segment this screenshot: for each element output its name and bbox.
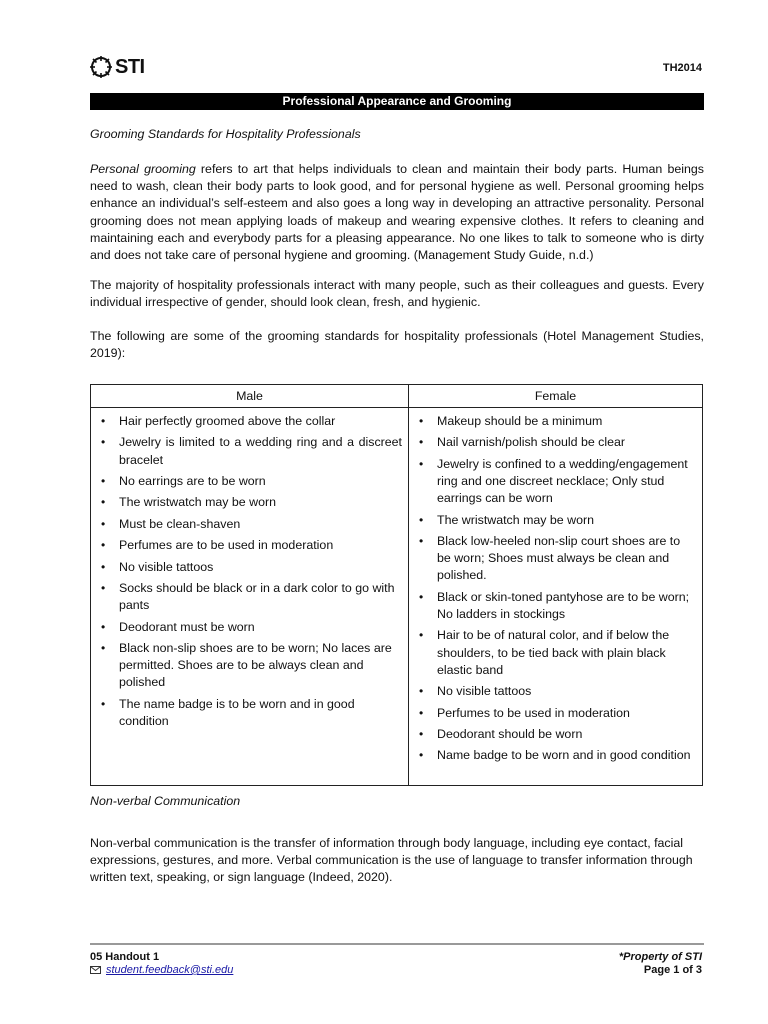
list-item: • The wristwatch may be worn: [97, 494, 402, 511]
document-title: Professional Appearance and Grooming: [90, 93, 704, 110]
table-header-male: Male: [91, 385, 409, 408]
table-header-female: Female: [409, 385, 703, 408]
list-item: • Name badge to be worn and in good condition: [415, 747, 696, 764]
list-item: • Nail varnish/polish should be clear: [415, 434, 696, 451]
male-standards-list: [97, 413, 402, 730]
list-item: • Black non-slip shoes are to be worn; No laces are permitted. Shoes are to be always clean and polished: [97, 640, 402, 692]
list-item: • Hair to be of natural color, and if below the shoulders, to be tied back with plain black elastic band: [415, 627, 696, 679]
paragraph-personal-grooming-text: refers to art that helps individuals to clean and maintain their body parts. Human beings need to wash, clean their body parts to look good, and for personal hygiene as well. Personal grooming helps enhance an individual’s self-esteem and also goes a long way in developing an attractive personality. Personal grooming does not mean applying loads of makeup and wearing expensive clothes. It refers to cleaning and maintaining each and everybody parts for a pleasing appearance. No one likes to talk to someone who is dirty and does not take care of personal hygiene and grooming. (Management Study Guide, n.d.): [90, 162, 704, 263]
female-standards-list: [415, 413, 696, 765]
logo-text: STI: [115, 55, 145, 78]
paragraph-nonverbal: Non-verbal communication is the transfer of information through body language, including eye contact, facial expressions, gestures, and more. Verbal communication is the use of language to transfer information through written text, speaking, or sign language (Indeed, 2020).: [90, 836, 693, 885]
list-item: • Jewelry is confined to a wedding/engagement ring and one discreet necklace; Only stud earrings can be worn: [415, 456, 696, 508]
grooming-standards-table: [90, 384, 703, 786]
handout-label: 05 Handout 1: [90, 951, 160, 963]
document-page: [90, 0, 704, 1024]
list-item: • Black low-heeled non-slip court shoes are to be worn; Shoes must always be clean and polished.: [415, 533, 696, 585]
male-standards-cell: [91, 408, 409, 786]
document-code: TH2014: [662, 62, 702, 74]
list-item: • Jewelry is limited to a wedding ring and a discreet bracelet: [97, 434, 402, 468]
list-item: • No earrings are to be worn: [97, 473, 402, 490]
feedback-email-link[interactable]: student.feedback@sti.edu: [106, 964, 234, 976]
sti-logo: [90, 56, 145, 78]
list-item: • The name badge is to be worn and in good condition: [97, 696, 402, 730]
list-item: • Perfumes to be used in moderation: [415, 705, 696, 722]
term-personal-grooming: Personal grooming: [90, 162, 196, 176]
female-standards-cell: [409, 408, 703, 786]
list-item: • Deodorant must be worn: [97, 619, 402, 636]
page-number: Page 1 of 3: [643, 964, 702, 976]
list-item: • Perfumes are to be used in moderation: [97, 537, 402, 554]
list-item: • Makeup should be a minimum: [415, 413, 696, 430]
feedback-email-row: [90, 964, 233, 976]
envelope-icon: [90, 966, 101, 974]
list-item: • The wristwatch may be worn: [415, 512, 696, 529]
footer-divider: [90, 943, 704, 945]
section-heading-nonverbal: Non-verbal Communication: [90, 794, 241, 808]
section-heading-grooming: Grooming Standards for Hospitality Professionals: [90, 127, 361, 141]
paragraph-standards-intro: The following are some of the grooming standards for hospitality professionals (Hotel Management Studies, 2019):: [90, 329, 704, 361]
list-item: • Hair perfectly groomed above the collar: [97, 413, 402, 430]
list-item: • Deodorant should be worn: [415, 726, 696, 743]
list-item: • Black or skin-toned pantyhose are to be worn; No ladders in stockings: [415, 589, 696, 623]
list-item: • No visible tattoos: [97, 559, 402, 576]
paragraph-hospitality-professionals: The majority of hospitality professionals interact with many people, such as their colleagues and guests. Every individual irrespective of gender, should look clean, fresh, and hygienic.: [90, 278, 704, 310]
property-notice: *Property of STI: [618, 951, 702, 963]
list-item: • Socks should be black or in a dark color to go with pants: [97, 580, 402, 614]
paragraph-personal-grooming: [90, 161, 704, 264]
list-item: • No visible tattoos: [415, 683, 696, 700]
list-item: • Must be clean-shaven: [97, 516, 402, 533]
sti-emblem-icon: [90, 56, 112, 78]
